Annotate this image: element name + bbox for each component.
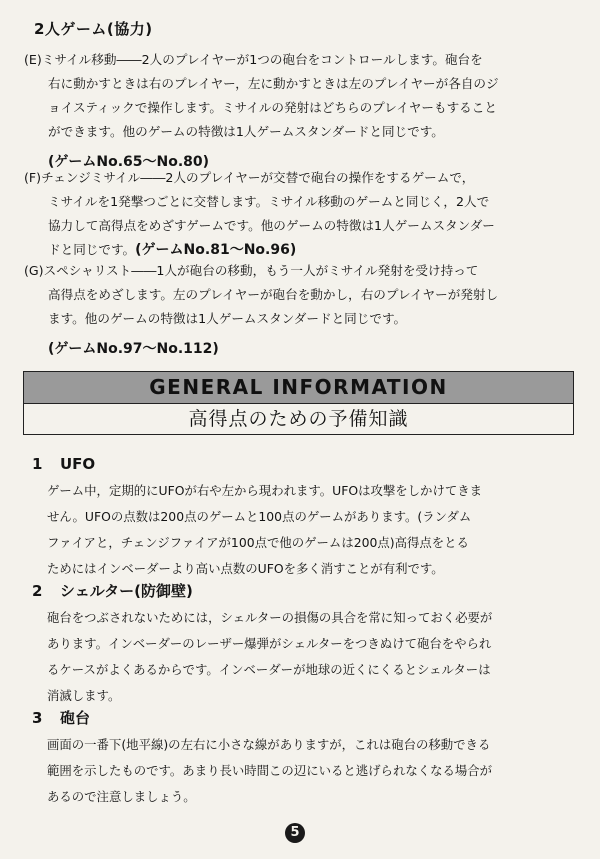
topic-number: 1: [32, 455, 43, 473]
game-range: (ゲームNo.65〜No.80): [48, 154, 210, 170]
topic-line: あります。インベーダーのレーザー爆弾がシェルターをつきぬけて砲台をやられ: [47, 636, 492, 651]
topic-heading: [32, 450, 572, 478]
general-info-title: GENERAL INFORMATION: [24, 372, 573, 404]
mode-line-text: ドと同じです。: [48, 242, 136, 257]
mode-line: ョイスティックで操作します。ミサイルの発射はどちらのプレイヤーもすること: [48, 100, 497, 115]
topic-line: ためにはインベーダーより高い点数のUFOを多く消すことが有利です。: [47, 561, 444, 576]
topic-line: ゲーム中，定期的にUFOが右や左から現われます。UFOは攻撃をしかけてきま: [47, 483, 483, 498]
topic-body: [32, 732, 572, 810]
game-range: (ゲームNo.81〜No.96): [135, 242, 297, 258]
general-info-box: [23, 371, 574, 435]
mode-line: 右に動かすときは右のプレイヤー，左に動かすときは左のプレイヤーが各自のジ: [48, 76, 499, 91]
topic-body: [32, 478, 572, 582]
topic-body: [32, 605, 572, 709]
topic-cannon: [32, 704, 572, 810]
game-range: (ゲームNo.97〜No.112): [48, 341, 219, 357]
topic-shelter: [32, 577, 572, 709]
mode-line: ミサイルを1発撃つごとに交替します。ミサイル移動のゲームと同じく，2人で: [48, 194, 490, 209]
mode-line: ます。他のゲームの特徴は1人ゲームスタンダードと同じです。: [48, 311, 407, 326]
mode-line: (G)スペシャリスト――1人が砲台の移動，もう一人がミサイル発射を受け持って: [24, 263, 479, 278]
mode-change-missile: [24, 166, 572, 262]
page-number: 5: [285, 823, 305, 843]
section-title: 2人ゲーム(協力): [34, 20, 153, 38]
topic-heading: [32, 577, 572, 605]
topic-line: 画面の一番下(地平線)の左右に小さな線がありますが，これは砲台の移動できる: [47, 737, 491, 752]
mode-line: (E)ミサイル移動――2人のプレイヤーが1つの砲台をコントロールします。砲台を: [24, 52, 483, 67]
topic-line: ファイアと，チェンジファイアが100点で他のゲームは200点)高得点をとる: [47, 535, 469, 550]
topic-number: 2: [32, 582, 43, 600]
topic-line: 範囲を示したものです。あまり長い時間この辺にいると逃げられなくなる場合が: [47, 763, 493, 778]
topic-title: シェルター(防御壁): [60, 582, 193, 600]
mode-line: 高得点をめざします。左のプレイヤーが砲台を動かし，右のプレイヤーが発射し: [48, 287, 499, 302]
mode-line: (F)チェンジミサイル――2人のプレイヤーが交替で砲台の操作をするゲームで，: [24, 170, 475, 185]
topic-line: 消滅します。: [47, 688, 121, 703]
topic-line: あるので注意しましょう。: [47, 789, 196, 804]
mode-missile-move: [24, 48, 572, 174]
mode-line: 協力して高得点をめざすゲームです。他のゲームの特徴は1人ゲームスタンダー: [48, 218, 495, 233]
topic-line: せん。UFOの点数は200点のゲームと100点のゲームがあります。(ランダム: [47, 509, 472, 524]
topic-title: 砲台: [60, 709, 91, 727]
topic-number: 3: [32, 709, 43, 727]
topic-line: 砲台をつぶされないためには，シェルターの損傷の具合を常に知っておく必要が: [47, 610, 493, 625]
topic-ufo: [32, 450, 572, 582]
topic-heading: [32, 704, 572, 732]
mode-specialist: [24, 259, 572, 361]
topic-line: るケースがよくあるからです。インベーダーが地球の近くにくるとシェルターは: [47, 662, 491, 677]
general-info-subtitle: 高得点のための予備知識: [188, 408, 409, 430]
topic-title: UFO: [60, 455, 96, 473]
mode-line: ができます。他のゲームの特徴は1人ゲームスタンダードと同じです。: [48, 124, 444, 139]
